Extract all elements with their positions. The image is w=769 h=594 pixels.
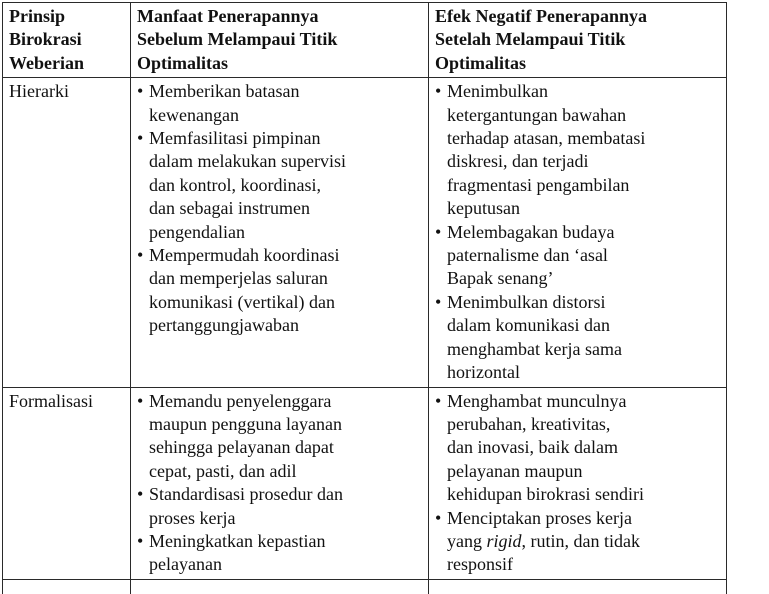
negatives-cell: [429, 387, 727, 579]
list-line-fragment: yang: [447, 530, 487, 551]
list-line: dan inovasi, baik dalam: [447, 437, 618, 458]
list-line: pelayanan maupun: [447, 460, 583, 481]
list-line: horizontal: [447, 362, 520, 383]
principle-name: Formalisasi: [9, 390, 93, 411]
list-item: [137, 530, 422, 577]
table-row-cut: [3, 579, 727, 594]
list-line: menghambat kerja sama: [447, 338, 622, 359]
header-text: Manfaat Penerapannya: [137, 6, 319, 26]
list-item: [137, 127, 422, 244]
list-item: [435, 390, 720, 507]
list-line: dalam komunikasi dan: [447, 315, 610, 336]
empty-cell: [3, 579, 131, 594]
negatives-cell: [429, 78, 727, 387]
list-line: proses kerja: [149, 507, 236, 528]
header-principle: [3, 3, 131, 78]
list-item: [435, 221, 720, 291]
list-item: [137, 483, 422, 530]
header-text: Setelah Melampaui Titik: [435, 29, 626, 50]
list-line: Meningkatkan kepastian: [149, 530, 326, 551]
list-line: dan sebagai instrumen: [149, 198, 310, 219]
empty-cell: [429, 579, 727, 594]
header-text: Weberian: [9, 52, 84, 73]
list-line: perubahan, kreativitas,: [447, 413, 611, 434]
list-line: dan memperjelas saluran: [149, 268, 328, 289]
benefits-cell: [131, 387, 429, 579]
principle-cell: [3, 78, 131, 387]
list-line: paternalisme dan ‘asal: [447, 245, 608, 266]
list-line: Bapak senang’: [447, 268, 554, 289]
header-text: Birokrasi: [9, 29, 82, 50]
list-line: responsif: [447, 554, 513, 575]
header-text: Optimalitas: [137, 52, 229, 73]
header-text: Optimalitas: [435, 52, 527, 73]
list-line: keputusan: [447, 198, 520, 219]
list-line: Memandu penyelenggara: [149, 390, 332, 411]
list-line: kehidupan birokrasi sendiri: [447, 484, 644, 505]
principle-name: Hierarki: [9, 81, 69, 102]
list-line: cepat, pasti, dan adil: [149, 460, 297, 481]
list-line: Menghambat munculnya: [447, 390, 627, 411]
list-line: pelayanan: [149, 554, 222, 575]
list-line: ketergantungan bawahan: [447, 104, 627, 125]
header-text: Efek Negatif Penerapannya: [435, 6, 647, 26]
list-line: dan kontrol, koordinasi,: [149, 174, 321, 195]
list-line-fragment: , rutin, dan tidak: [521, 530, 640, 551]
list-item: [435, 291, 720, 385]
list-line: Melembagakan budaya: [447, 221, 615, 242]
list-line: fragmentasi pengambilan: [447, 174, 630, 195]
list-line: terhadap atasan, membatasi: [447, 128, 646, 149]
table-row: [3, 78, 727, 387]
table-row: [3, 387, 727, 579]
list-line: Menimbulkan: [447, 81, 548, 102]
empty-cell: [131, 579, 429, 594]
list-line: Memberikan batasan: [149, 81, 300, 102]
emphasized-word: rigid: [486, 530, 522, 551]
list-item: [137, 80, 422, 127]
header-text: Sebelum Melampaui Titik: [137, 29, 338, 50]
list-item: [435, 80, 720, 220]
list-item: [435, 507, 720, 577]
header-text: Prinsip: [9, 6, 66, 26]
list-line: maupun pengguna layanan: [149, 413, 342, 434]
list-line: komunikasi (vertikal) dan: [149, 291, 335, 312]
table-header-row: [3, 3, 727, 78]
list-line: pertanggungjawaban: [149, 315, 299, 336]
header-benefits: [131, 3, 429, 78]
principle-cell: [3, 387, 131, 579]
bureaucracy-principles-table: [2, 2, 727, 594]
header-negatives: [429, 3, 727, 78]
list-item: [137, 390, 422, 484]
list-line: Menciptakan proses kerja: [447, 507, 632, 528]
list-line: Mempermudah koordinasi: [149, 245, 340, 266]
list-line: diskresi, dan terjadi: [447, 151, 589, 172]
list-item: [137, 244, 422, 338]
benefits-cell: [131, 78, 429, 387]
list-line: Menimbulkan distorsi: [447, 291, 606, 312]
list-line: dalam melakukan supervisi: [149, 151, 346, 172]
list-line: pengendalian: [149, 221, 245, 242]
list-line: sehingga pelayanan dapat: [149, 437, 334, 458]
list-line: Memfasilitasi pimpinan: [149, 128, 321, 149]
list-line: Standardisasi prosedur dan: [149, 484, 343, 505]
list-line: kewenangan: [149, 104, 239, 125]
